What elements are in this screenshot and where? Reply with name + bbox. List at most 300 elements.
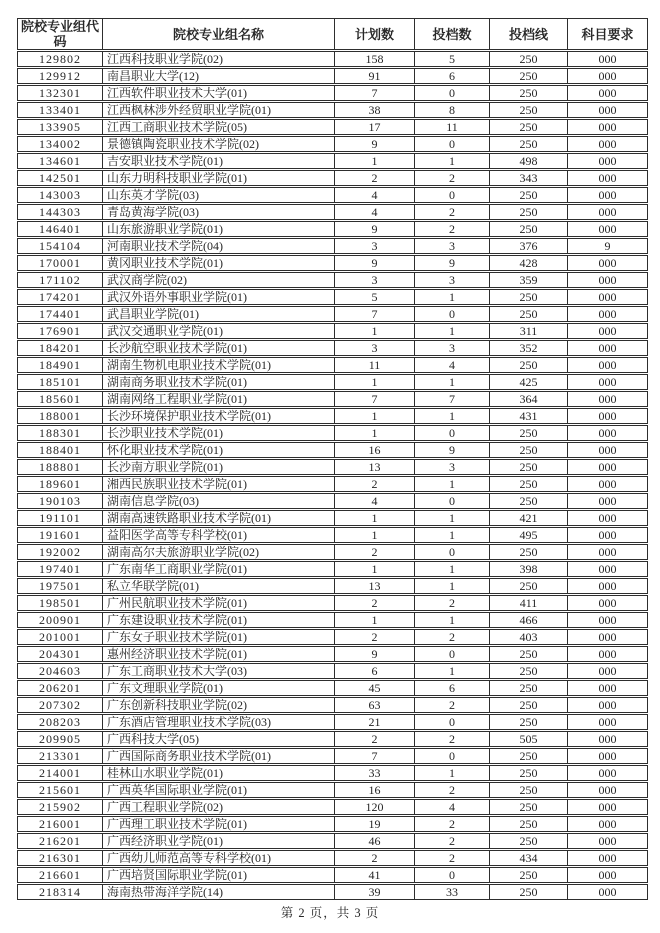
cell-filing-line: 250	[490, 68, 568, 84]
table-row	[17, 646, 648, 662]
cell-plan-count: 91	[335, 68, 415, 84]
header-group-name: 院校专业组名称	[103, 18, 335, 50]
cell-plan-count: 9	[335, 255, 415, 271]
cell-group-name: 武昌职业学院(01)	[103, 306, 335, 322]
cell-group-code: 215902	[17, 799, 103, 815]
cell-plan-count: 3	[335, 238, 415, 254]
cell-plan-count: 2	[335, 544, 415, 560]
cell-group-code: 208203	[17, 714, 103, 730]
cell-group-code: 184901	[17, 357, 103, 373]
cell-plan-count: 158	[335, 51, 415, 67]
cell-plan-count: 6	[335, 663, 415, 679]
table-row	[17, 272, 648, 288]
cell-group-name: 山东旅游职业学院(01)	[103, 221, 335, 237]
cell-filed-count: 2	[415, 833, 490, 849]
cell-group-name: 武汉外语外事职业学院(01)	[103, 289, 335, 305]
cell-filing-line: 250	[490, 697, 568, 713]
cell-plan-count: 7	[335, 306, 415, 322]
cell-group-code: 197401	[17, 561, 103, 577]
cell-group-name: 惠州经济职业技术学院(01)	[103, 646, 335, 662]
cell-subject-req: 000	[568, 289, 648, 305]
cell-filed-count: 2	[415, 221, 490, 237]
table-row	[17, 697, 648, 713]
cell-plan-count: 1	[335, 374, 415, 390]
table-row	[17, 799, 648, 815]
cell-filing-line: 250	[490, 442, 568, 458]
cell-group-name: 广西工程职业学院(02)	[103, 799, 335, 815]
cell-filed-count: 7	[415, 391, 490, 407]
cell-filed-count: 1	[415, 374, 490, 390]
cell-plan-count: 39	[335, 884, 415, 900]
cell-group-name: 江西科技职业学院(02)	[103, 51, 335, 67]
cell-subject-req: 000	[568, 680, 648, 696]
cell-group-name: 长沙职业技术学院(01)	[103, 425, 335, 441]
table-row	[17, 170, 648, 186]
cell-filing-line: 398	[490, 561, 568, 577]
cell-subject-req: 000	[568, 119, 648, 135]
table-row	[17, 850, 648, 866]
cell-plan-count: 2	[335, 476, 415, 492]
cell-subject-req: 000	[568, 493, 648, 509]
cell-subject-req: 000	[568, 391, 648, 407]
table-row	[17, 867, 648, 883]
cell-filing-line: 343	[490, 170, 568, 186]
table-row	[17, 663, 648, 679]
cell-filing-line: 250	[490, 884, 568, 900]
cell-filed-count: 0	[415, 85, 490, 101]
cell-filing-line: 250	[490, 476, 568, 492]
cell-plan-count: 7	[335, 85, 415, 101]
cell-plan-count: 9	[335, 646, 415, 662]
cell-filing-line: 250	[490, 187, 568, 203]
cell-plan-count: 45	[335, 680, 415, 696]
cell-plan-count: 1	[335, 323, 415, 339]
table-row	[17, 748, 648, 764]
cell-filing-line: 250	[490, 51, 568, 67]
cell-group-name: 江西工商职业技术学院(05)	[103, 119, 335, 135]
cell-plan-count: 21	[335, 714, 415, 730]
table-row	[17, 680, 648, 696]
cell-filing-line: 250	[490, 102, 568, 118]
table-row	[17, 391, 648, 407]
cell-group-code: 174201	[17, 289, 103, 305]
cell-filing-line: 250	[490, 765, 568, 781]
header-row	[17, 18, 648, 50]
cell-filed-count: 5	[415, 51, 490, 67]
cell-plan-count: 4	[335, 493, 415, 509]
cell-group-code: 184201	[17, 340, 103, 356]
cell-subject-req: 000	[568, 799, 648, 815]
cell-filing-line: 359	[490, 272, 568, 288]
cell-subject-req: 000	[568, 595, 648, 611]
cell-subject-req: 000	[568, 816, 648, 832]
cell-plan-count: 9	[335, 136, 415, 152]
header-group-code: 院校专业组代码	[17, 18, 103, 50]
cell-subject-req: 000	[568, 510, 648, 526]
table-row	[17, 374, 648, 390]
cell-filing-line: 250	[490, 544, 568, 560]
table-row	[17, 68, 648, 84]
cell-filed-count: 0	[415, 136, 490, 152]
table-row	[17, 595, 648, 611]
cell-group-code: 188401	[17, 442, 103, 458]
cell-filed-count: 1	[415, 561, 490, 577]
cell-filed-count: 2	[415, 595, 490, 611]
table-row	[17, 476, 648, 492]
cell-filed-count: 0	[415, 493, 490, 509]
cell-group-name: 武汉交通职业学院(01)	[103, 323, 335, 339]
cell-filing-line: 250	[490, 867, 568, 883]
cell-group-code: 146401	[17, 221, 103, 237]
table-header	[17, 18, 648, 50]
cell-plan-count: 1	[335, 561, 415, 577]
cell-subject-req: 000	[568, 68, 648, 84]
cell-filing-line: 250	[490, 816, 568, 832]
cell-group-code: 213301	[17, 748, 103, 764]
cell-subject-req: 9	[568, 238, 648, 254]
cell-subject-req: 000	[568, 136, 648, 152]
cell-filing-line: 250	[490, 799, 568, 815]
cell-filed-count: 1	[415, 289, 490, 305]
cell-filing-line: 250	[490, 663, 568, 679]
cell-filing-line: 425	[490, 374, 568, 390]
cell-subject-req: 000	[568, 731, 648, 747]
cell-group-code: 188301	[17, 425, 103, 441]
header-filing-line: 投档线	[490, 18, 568, 50]
cell-filing-line: 311	[490, 323, 568, 339]
cell-filing-line: 250	[490, 221, 568, 237]
cell-filing-line: 250	[490, 119, 568, 135]
cell-filing-line: 250	[490, 646, 568, 662]
table-row	[17, 561, 648, 577]
cell-subject-req: 000	[568, 170, 648, 186]
cell-plan-count: 1	[335, 510, 415, 526]
cell-plan-count: 17	[335, 119, 415, 135]
cell-filing-line: 352	[490, 340, 568, 356]
cell-filing-line: 421	[490, 510, 568, 526]
cell-filed-count: 1	[415, 765, 490, 781]
table-row	[17, 408, 648, 424]
cell-subject-req: 000	[568, 833, 648, 849]
cell-group-code: 191601	[17, 527, 103, 543]
cell-filing-line: 250	[490, 85, 568, 101]
cell-plan-count: 46	[335, 833, 415, 849]
cell-group-code: 185601	[17, 391, 103, 407]
cell-plan-count: 4	[335, 187, 415, 203]
cell-subject-req: 000	[568, 306, 648, 322]
table-row	[17, 782, 648, 798]
cell-group-code: 204301	[17, 646, 103, 662]
cell-filed-count: 1	[415, 153, 490, 169]
cell-filed-count: 0	[415, 425, 490, 441]
header-filed-count: 投档数	[415, 18, 490, 50]
cell-group-name: 湖南生物机电职业技术学院(01)	[103, 357, 335, 373]
cell-plan-count: 7	[335, 391, 415, 407]
cell-group-name: 江西软件职业技术大学(01)	[103, 85, 335, 101]
cell-filed-count: 2	[415, 170, 490, 186]
cell-filed-count: 3	[415, 459, 490, 475]
cell-filed-count: 0	[415, 187, 490, 203]
cell-group-code: 144303	[17, 204, 103, 220]
table-row	[17, 425, 648, 441]
cell-filing-line: 431	[490, 408, 568, 424]
cell-group-name: 广东创新科技职业学院(02)	[103, 697, 335, 713]
cell-group-name: 广东酒店管理职业技术学院(03)	[103, 714, 335, 730]
cell-subject-req: 000	[568, 697, 648, 713]
admission-table	[17, 17, 648, 901]
cell-plan-count: 4	[335, 204, 415, 220]
cell-filed-count: 4	[415, 799, 490, 815]
cell-filing-line: 250	[490, 425, 568, 441]
cell-subject-req: 000	[568, 663, 648, 679]
cell-filed-count: 8	[415, 102, 490, 118]
cell-subject-req: 000	[568, 204, 648, 220]
cell-filed-count: 1	[415, 663, 490, 679]
cell-plan-count: 1	[335, 527, 415, 543]
cell-filing-line: 466	[490, 612, 568, 628]
cell-subject-req: 000	[568, 272, 648, 288]
cell-filing-line: 250	[490, 833, 568, 849]
cell-filing-line: 250	[490, 748, 568, 764]
cell-plan-count: 9	[335, 221, 415, 237]
table-row	[17, 153, 648, 169]
cell-filing-line: 250	[490, 459, 568, 475]
cell-subject-req: 000	[568, 578, 648, 594]
table-row	[17, 187, 648, 203]
cell-group-name: 湖南高尔夫旅游职业学院(02)	[103, 544, 335, 560]
cell-filed-count: 0	[415, 544, 490, 560]
cell-group-name: 江西枫林涉外经贸职业学院(01)	[103, 102, 335, 118]
table-row	[17, 629, 648, 645]
cell-plan-count: 11	[335, 357, 415, 373]
cell-subject-req: 000	[568, 459, 648, 475]
cell-group-name: 私立华联学院(01)	[103, 578, 335, 594]
cell-plan-count: 19	[335, 816, 415, 832]
cell-group-code: 216201	[17, 833, 103, 849]
cell-group-code: 218314	[17, 884, 103, 900]
header-subject-req: 科目要求	[568, 18, 648, 50]
cell-filed-count: 2	[415, 697, 490, 713]
cell-filed-count: 1	[415, 323, 490, 339]
cell-group-name: 青岛黄海学院(03)	[103, 204, 335, 220]
cell-group-code: 189601	[17, 476, 103, 492]
cell-filing-line: 403	[490, 629, 568, 645]
cell-filed-count: 9	[415, 442, 490, 458]
cell-subject-req: 000	[568, 51, 648, 67]
cell-subject-req: 000	[568, 323, 648, 339]
cell-filed-count: 9	[415, 255, 490, 271]
cell-filed-count: 1	[415, 612, 490, 628]
cell-plan-count: 2	[335, 170, 415, 186]
cell-filed-count: 2	[415, 204, 490, 220]
cell-filed-count: 0	[415, 646, 490, 662]
cell-subject-req: 000	[568, 612, 648, 628]
cell-group-name: 广西培贤国际职业学院(01)	[103, 867, 335, 883]
table-row	[17, 204, 648, 220]
cell-plan-count: 120	[335, 799, 415, 815]
cell-group-code: 215601	[17, 782, 103, 798]
cell-filed-count: 1	[415, 578, 490, 594]
cell-filing-line: 376	[490, 238, 568, 254]
cell-group-name: 广东女子职业技术学院(01)	[103, 629, 335, 645]
cell-filed-count: 1	[415, 510, 490, 526]
cell-plan-count: 13	[335, 578, 415, 594]
table-row	[17, 221, 648, 237]
cell-filing-line: 428	[490, 255, 568, 271]
cell-group-code: 204603	[17, 663, 103, 679]
cell-group-name: 广东工商职业技术大学(03)	[103, 663, 335, 679]
cell-filed-count: 0	[415, 867, 490, 883]
cell-group-name: 吉安职业技术学院(01)	[103, 153, 335, 169]
cell-subject-req: 000	[568, 884, 648, 900]
table-row	[17, 357, 648, 373]
cell-filed-count: 2	[415, 782, 490, 798]
table-row	[17, 442, 648, 458]
cell-filing-line: 250	[490, 680, 568, 696]
cell-group-code: 216301	[17, 850, 103, 866]
page-number-footer: 第 2 页，共 3 页	[280, 906, 380, 920]
cell-filed-count: 2	[415, 629, 490, 645]
cell-group-name: 湖南网络工程职业学院(01)	[103, 391, 335, 407]
cell-plan-count: 1	[335, 408, 415, 424]
cell-group-name: 湖南信息学院(03)	[103, 493, 335, 509]
table-row	[17, 323, 648, 339]
cell-subject-req: 000	[568, 357, 648, 373]
cell-filed-count: 0	[415, 306, 490, 322]
table-row	[17, 119, 648, 135]
cell-subject-req: 000	[568, 646, 648, 662]
cell-plan-count: 7	[335, 748, 415, 764]
table-body	[17, 51, 648, 900]
cell-plan-count: 41	[335, 867, 415, 883]
cell-subject-req: 000	[568, 374, 648, 390]
cell-group-name: 桂林山水职业学院(01)	[103, 765, 335, 781]
table-row	[17, 238, 648, 254]
cell-filing-line: 505	[490, 731, 568, 747]
cell-group-code: 188801	[17, 459, 103, 475]
table-row	[17, 833, 648, 849]
cell-group-code: 171102	[17, 272, 103, 288]
cell-filing-line: 250	[490, 578, 568, 594]
cell-subject-req: 000	[568, 442, 648, 458]
cell-filed-count: 1	[415, 527, 490, 543]
cell-group-name: 南昌职业大学(12)	[103, 68, 335, 84]
cell-subject-req: 000	[568, 476, 648, 492]
cell-plan-count: 1	[335, 425, 415, 441]
cell-subject-req: 000	[568, 527, 648, 543]
cell-subject-req: 000	[568, 629, 648, 645]
cell-subject-req: 000	[568, 561, 648, 577]
cell-group-name: 广西幼儿师范高等专科学校(01)	[103, 850, 335, 866]
table-row	[17, 612, 648, 628]
cell-group-name: 长沙环境保护职业技术学院(01)	[103, 408, 335, 424]
cell-group-code: 206201	[17, 680, 103, 696]
cell-subject-req: 000	[568, 340, 648, 356]
cell-filed-count: 1	[415, 408, 490, 424]
table-row	[17, 85, 648, 101]
admission-table-container	[17, 17, 648, 901]
cell-group-name: 广西理工职业技术学院(01)	[103, 816, 335, 832]
cell-filing-line: 495	[490, 527, 568, 543]
cell-subject-req: 000	[568, 153, 648, 169]
cell-plan-count: 1	[335, 612, 415, 628]
cell-group-code: 192002	[17, 544, 103, 560]
cell-filing-line: 250	[490, 357, 568, 373]
cell-group-code: 185101	[17, 374, 103, 390]
cell-group-code: 143003	[17, 187, 103, 203]
cell-subject-req: 000	[568, 187, 648, 203]
cell-group-code: 198501	[17, 595, 103, 611]
cell-filed-count: 4	[415, 357, 490, 373]
cell-group-name: 湖南商务职业技术学院(01)	[103, 374, 335, 390]
table-row	[17, 255, 648, 271]
cell-group-code: 214001	[17, 765, 103, 781]
cell-filed-count: 3	[415, 238, 490, 254]
cell-plan-count: 63	[335, 697, 415, 713]
cell-subject-req: 000	[568, 850, 648, 866]
cell-filing-line: 250	[490, 289, 568, 305]
table-row	[17, 340, 648, 356]
cell-plan-count: 1	[335, 153, 415, 169]
cell-group-code: 132301	[17, 85, 103, 101]
cell-group-code: 190103	[17, 493, 103, 509]
cell-group-name: 景德镇陶瓷职业技术学院(02)	[103, 136, 335, 152]
cell-group-name: 广东南华工商职业学院(01)	[103, 561, 335, 577]
cell-group-code: 133905	[17, 119, 103, 135]
cell-filed-count: 2	[415, 816, 490, 832]
cell-group-code: 134601	[17, 153, 103, 169]
cell-group-name: 广州民航职业技术学院(01)	[103, 595, 335, 611]
cell-filing-line: 250	[490, 204, 568, 220]
cell-plan-count: 5	[335, 289, 415, 305]
cell-subject-req: 000	[568, 544, 648, 560]
cell-filed-count: 3	[415, 272, 490, 288]
cell-subject-req: 000	[568, 765, 648, 781]
cell-group-name: 湘西民族职业技术学院(01)	[103, 476, 335, 492]
cell-group-code: 188001	[17, 408, 103, 424]
table-row	[17, 459, 648, 475]
cell-plan-count: 16	[335, 442, 415, 458]
table-row	[17, 714, 648, 730]
cell-filed-count: 0	[415, 748, 490, 764]
cell-group-name: 长沙南方职业学院(01)	[103, 459, 335, 475]
cell-group-code: 134002	[17, 136, 103, 152]
cell-group-name: 武汉商学院(02)	[103, 272, 335, 288]
cell-group-name: 益阳医学高等专科学校(01)	[103, 527, 335, 543]
cell-filed-count: 2	[415, 731, 490, 747]
table-row	[17, 510, 648, 526]
cell-group-code: 133401	[17, 102, 103, 118]
table-row	[17, 51, 648, 67]
cell-group-name: 山东力明科技职业学院(01)	[103, 170, 335, 186]
cell-group-code: 154104	[17, 238, 103, 254]
cell-plan-count: 33	[335, 765, 415, 781]
cell-group-code: 129912	[17, 68, 103, 84]
table-row	[17, 527, 648, 543]
cell-filing-line: 364	[490, 391, 568, 407]
cell-group-name: 广西科技大学(05)	[103, 731, 335, 747]
cell-group-name: 河南职业技术学院(04)	[103, 238, 335, 254]
table-row	[17, 816, 648, 832]
cell-group-name: 黄冈职业技术学院(01)	[103, 255, 335, 271]
table-row	[17, 289, 648, 305]
table-row	[17, 306, 648, 322]
cell-group-name: 山东英才学院(03)	[103, 187, 335, 203]
table-row	[17, 731, 648, 747]
cell-group-name: 广西英华国际职业学院(01)	[103, 782, 335, 798]
cell-group-code: 200901	[17, 612, 103, 628]
cell-subject-req: 000	[568, 867, 648, 883]
